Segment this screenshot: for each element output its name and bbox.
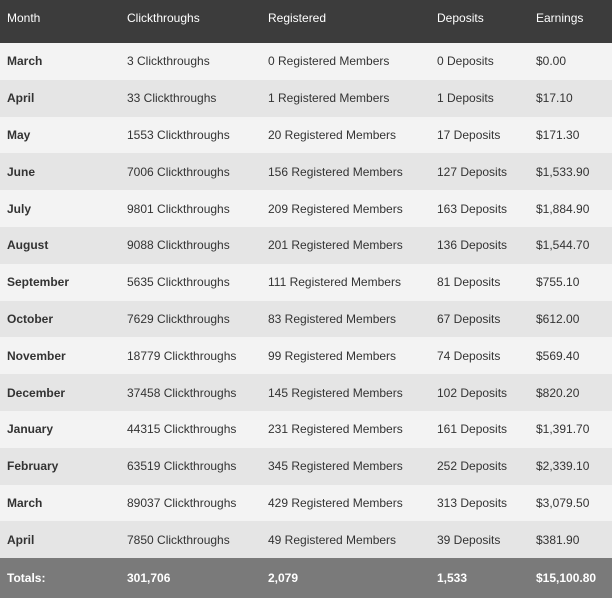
registered-cell: 209 Registered Members bbox=[261, 190, 430, 227]
deposits-cell: 163 Deposits bbox=[430, 190, 529, 227]
table-row bbox=[0, 117, 612, 154]
clickthroughs-cell: 63519 Clickthroughs bbox=[120, 448, 261, 485]
table-row bbox=[0, 227, 612, 264]
deposits-cell: 1 Deposits bbox=[430, 80, 529, 117]
registered-cell: 1 Registered Members bbox=[261, 80, 430, 117]
earnings-cell: $755.10 bbox=[529, 264, 612, 301]
registered-cell: 49 Registered Members bbox=[261, 521, 430, 558]
clickthroughs-cell: 18779 Clickthroughs bbox=[120, 337, 261, 374]
earnings-cell: $612.00 bbox=[529, 301, 612, 338]
table-row bbox=[0, 80, 612, 117]
clickthroughs-cell: 9088 Clickthroughs bbox=[120, 227, 261, 264]
clickthroughs-cell: 1553 Clickthroughs bbox=[120, 117, 261, 154]
registered-cell: 111 Registered Members bbox=[261, 264, 430, 301]
registered-cell: 345 Registered Members bbox=[261, 448, 430, 485]
month-cell: January bbox=[0, 411, 120, 448]
totals-row bbox=[0, 558, 612, 598]
registered-cell: 201 Registered Members bbox=[261, 227, 430, 264]
table-row bbox=[0, 411, 612, 448]
column-header-month: Month bbox=[0, 0, 120, 43]
earnings-cell: $1,544.70 bbox=[529, 227, 612, 264]
registered-cell: 20 Registered Members bbox=[261, 117, 430, 154]
month-cell: March bbox=[0, 43, 120, 80]
totals-earnings: $15,100.80 bbox=[529, 558, 612, 598]
clickthroughs-cell: 3 Clickthroughs bbox=[120, 43, 261, 80]
table-row bbox=[0, 153, 612, 190]
earnings-cell: $2,339.10 bbox=[529, 448, 612, 485]
month-cell: November bbox=[0, 337, 120, 374]
earnings-cell: $569.40 bbox=[529, 337, 612, 374]
deposits-cell: 0 Deposits bbox=[430, 43, 529, 80]
earnings-cell: $1,533.90 bbox=[529, 153, 612, 190]
deposits-cell: 17 Deposits bbox=[430, 117, 529, 154]
month-cell: March bbox=[0, 485, 120, 522]
clickthroughs-cell: 7629 Clickthroughs bbox=[120, 301, 261, 338]
earnings-cell: $381.90 bbox=[529, 521, 612, 558]
registered-cell: 231 Registered Members bbox=[261, 411, 430, 448]
deposits-cell: 161 Deposits bbox=[430, 411, 529, 448]
month-cell: April bbox=[0, 80, 120, 117]
earnings-cell: $17.10 bbox=[529, 80, 612, 117]
column-header-clickthroughs: Clickthroughs bbox=[120, 0, 261, 43]
registered-cell: 83 Registered Members bbox=[261, 301, 430, 338]
month-cell: September bbox=[0, 264, 120, 301]
registered-cell: 99 Registered Members bbox=[261, 337, 430, 374]
month-cell: July bbox=[0, 190, 120, 227]
clickthroughs-cell: 7850 Clickthroughs bbox=[120, 521, 261, 558]
deposits-cell: 252 Deposits bbox=[430, 448, 529, 485]
table-row bbox=[0, 301, 612, 338]
clickthroughs-cell: 33 Clickthroughs bbox=[120, 80, 261, 117]
earnings-cell: $171.30 bbox=[529, 117, 612, 154]
column-header-earnings: Earnings bbox=[529, 0, 612, 43]
deposits-cell: 127 Deposits bbox=[430, 153, 529, 190]
table-row bbox=[0, 264, 612, 301]
earnings-cell: $1,391.70 bbox=[529, 411, 612, 448]
totals-label: Totals: bbox=[0, 558, 120, 598]
clickthroughs-cell: 89037 Clickthroughs bbox=[120, 485, 261, 522]
clickthroughs-cell: 7006 Clickthroughs bbox=[120, 153, 261, 190]
table-row bbox=[0, 337, 612, 374]
table-row bbox=[0, 448, 612, 485]
table-body bbox=[0, 43, 612, 558]
month-cell: May bbox=[0, 117, 120, 154]
deposits-cell: 136 Deposits bbox=[430, 227, 529, 264]
totals-registered: 2,079 bbox=[261, 558, 430, 598]
table-row bbox=[0, 190, 612, 227]
month-cell: April bbox=[0, 521, 120, 558]
deposits-cell: 102 Deposits bbox=[430, 374, 529, 411]
table-row bbox=[0, 521, 612, 558]
table-row bbox=[0, 374, 612, 411]
month-cell: October bbox=[0, 301, 120, 338]
deposits-cell: 74 Deposits bbox=[430, 337, 529, 374]
clickthroughs-cell: 37458 Clickthroughs bbox=[120, 374, 261, 411]
earnings-cell: $3,079.50 bbox=[529, 485, 612, 522]
clickthroughs-cell: 5635 Clickthroughs bbox=[120, 264, 261, 301]
deposits-cell: 81 Deposits bbox=[430, 264, 529, 301]
registered-cell: 156 Registered Members bbox=[261, 153, 430, 190]
earnings-cell: $820.20 bbox=[529, 374, 612, 411]
deposits-cell: 67 Deposits bbox=[430, 301, 529, 338]
registered-cell: 0 Registered Members bbox=[261, 43, 430, 80]
deposits-cell: 39 Deposits bbox=[430, 521, 529, 558]
month-cell: August bbox=[0, 227, 120, 264]
deposits-cell: 313 Deposits bbox=[430, 485, 529, 522]
clickthroughs-cell: 9801 Clickthroughs bbox=[120, 190, 261, 227]
month-cell: February bbox=[0, 448, 120, 485]
column-header-deposits: Deposits bbox=[430, 0, 529, 43]
month-cell: December bbox=[0, 374, 120, 411]
earnings-cell: $1,884.90 bbox=[529, 190, 612, 227]
table-row bbox=[0, 485, 612, 522]
column-header-registered: Registered bbox=[261, 0, 430, 43]
month-cell: June bbox=[0, 153, 120, 190]
table-header-row bbox=[0, 0, 612, 43]
totals-deposits: 1,533 bbox=[430, 558, 529, 598]
clickthroughs-cell: 44315 Clickthroughs bbox=[120, 411, 261, 448]
registered-cell: 429 Registered Members bbox=[261, 485, 430, 522]
registered-cell: 145 Registered Members bbox=[261, 374, 430, 411]
table-row bbox=[0, 43, 612, 80]
totals-clickthroughs: 301,706 bbox=[120, 558, 261, 598]
earnings-cell: $0.00 bbox=[529, 43, 612, 80]
